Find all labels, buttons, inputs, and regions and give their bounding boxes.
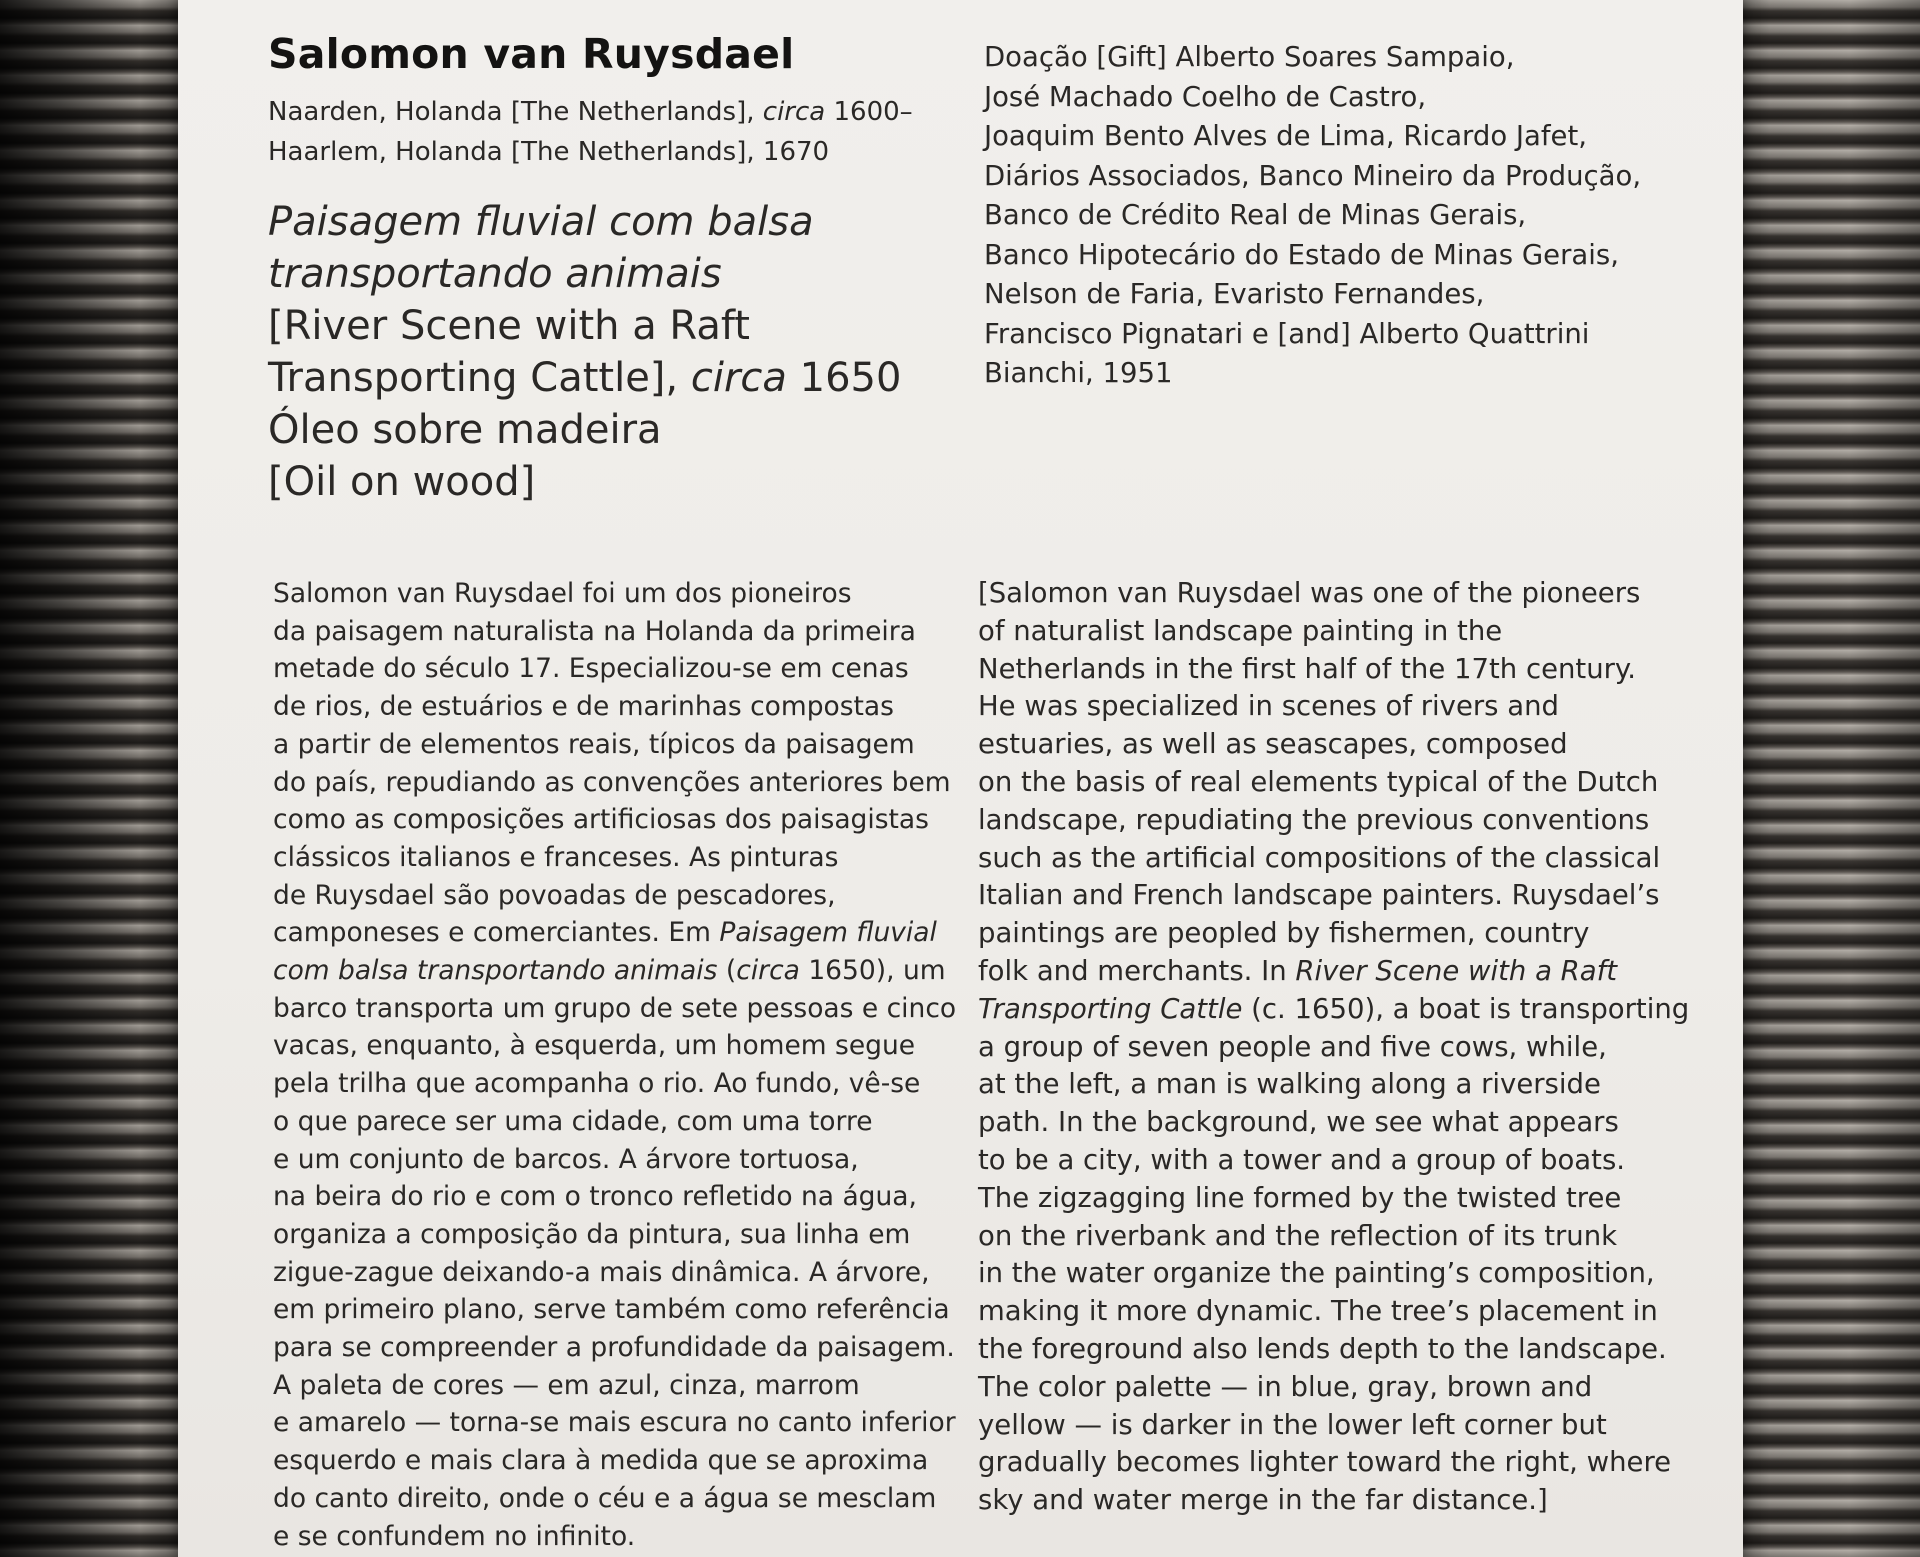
description-pt-line: e um conjunto de barcos. A árvore tortuosa, <box>273 1143 859 1175</box>
description-pt-line: na beira do rio e com o tronco refletido na água, <box>273 1181 917 1213</box>
description-pt-line: clássicos italianos e franceses. As pinturas <box>273 841 839 873</box>
artist-name: Salomon van Ruysdael <box>268 30 795 78</box>
description-en-line: making it more dynamic. The tree’s placement in <box>978 1295 1658 1328</box>
description-en-line: in the water organize the painting’s composition, <box>978 1257 1655 1290</box>
title-line-pt-2: transportando animais <box>268 251 722 297</box>
description-portuguese <box>273 575 973 1555</box>
description-pt-line: do canto direito, onde o céu e a água se mesclam <box>273 1482 937 1514</box>
description-en-line: gradually becomes lighter toward the right, where <box>978 1446 1672 1479</box>
description-pt-line: camponeses e comerciantes. Em Paisagem fluvial <box>273 917 937 949</box>
credit-line: Diários Associados, Banco Mineiro da Produção, <box>984 159 1642 192</box>
description-pt-line: e amarelo — torna-se mais escura no canto inferior <box>273 1407 956 1439</box>
description-pt-line: em primeiro plano, serve também como referência <box>273 1294 950 1326</box>
credit-line: Bianchi, 1951 <box>984 357 1173 389</box>
description-pt-line: pela trilha que acompanha o rio. Ao fundo, vê-se <box>273 1068 921 1100</box>
description-pt-line: com balsa transportando animais (circa 1650), um <box>273 955 946 987</box>
description-pt-line: e se confundem no infinito. <box>273 1520 636 1552</box>
credit-line: Francisco Pignatari e [and] Alberto Quattrini <box>984 317 1590 350</box>
medium-en: [Oil on wood] <box>268 459 536 505</box>
description-pt-line: o que parece ser uma cidade, com uma torre <box>273 1105 873 1137</box>
description-pt-line: de Ruysdael são povoadas de pescadores, <box>273 879 836 911</box>
description-en-line: landscape, repudiating the previous conventions <box>978 803 1650 836</box>
description-en-line: at the left, a man is walking along a riverside <box>978 1068 1601 1101</box>
description-en-line: He was specialized in scenes of rivers and <box>978 690 1559 723</box>
artist-origin <box>268 92 968 172</box>
description-pt-line: barco transporta um grupo de sete pessoas e cinco <box>273 992 957 1024</box>
title-line-en-1: [River Scene with a Raft <box>268 303 750 349</box>
description-en-line: The color palette — in blue, gray, brown and <box>978 1370 1593 1403</box>
description-en-line: The zigzagging line formed by the twisted tree <box>978 1181 1622 1214</box>
origin-line-2: Haarlem, Holanda [The Netherlands], 1670 <box>268 137 830 167</box>
description-en-line: Netherlands in the first half of the 17th century. <box>978 652 1637 685</box>
description-pt-line: A paleta de cores — em azul, cinza, marrom <box>273 1369 860 1401</box>
description-pt-line: para se compreender a profundidade da paisagem. <box>273 1332 955 1364</box>
description-pt-line: esquerdo e mais clara à medida que se aproxima <box>273 1445 929 1477</box>
description-pt-line: a partir de elementos reais, típicos da paisagem <box>273 728 915 760</box>
description-english <box>978 575 1698 1520</box>
window-blind-left <box>0 0 180 1557</box>
credit-line: Doação [Gift] Alberto Soares Sampaio, <box>984 41 1515 73</box>
description-en-line: of naturalist landscape painting in the <box>978 614 1503 647</box>
description-en-line: sky and water merge in the far distance.] <box>978 1484 1548 1517</box>
description-pt-line: da paisagem naturalista na Holanda da primeira <box>273 615 916 647</box>
description-pt-line: zigue-zague deixando-a mais dinâmica. A árvore, <box>273 1256 930 1288</box>
credit-line: Banco de Crédito Real de Minas Gerais, <box>984 199 1527 231</box>
museum-label-panel <box>178 0 1743 1557</box>
description-en-line: on the riverbank and the reflection of its trunk <box>978 1219 1618 1252</box>
description-en-line: path. In the background, we see what appears <box>978 1106 1619 1139</box>
window-blind-right <box>1730 0 1920 1557</box>
description-en-line: Italian and French landscape painters. Ruysdael’s <box>978 879 1660 912</box>
description-pt-line: metade do século 17. Especializou-se em cenas <box>273 653 909 685</box>
credit-line: Banco Hipotecário do Estado de Minas Gerais, <box>984 238 1619 271</box>
description-en-line: a group of seven people and five cows, while, <box>978 1030 1607 1063</box>
description-pt-line: do país, repudiando as convenções anteriores bem <box>273 766 951 798</box>
description-en-line: folk and merchants. In River Scene with a Raft <box>978 954 1618 987</box>
description-pt-line: de rios, de estuários e de marinhas compostas <box>273 691 894 723</box>
medium-pt: Óleo sobre madeira <box>268 407 662 453</box>
credit-line: Joaquim Bento Alves de Lima, Ricardo Jafet, <box>984 120 1587 152</box>
description-pt-line: como as composições artificiosas dos paisagistas <box>273 804 929 836</box>
credit-line: Nelson de Faria, Evaristo Fernandes, <box>984 278 1485 310</box>
credit-line: José Machado Coelho de Castro, <box>984 80 1427 113</box>
description-pt-line: Salomon van Ruysdael foi um dos pioneiros <box>273 578 852 609</box>
artwork-title <box>268 196 968 508</box>
description-en-line: to be a city, with a tower and a group of boats. <box>978 1143 1626 1176</box>
description-en-line: yellow — is darker in the lower left corner but <box>978 1408 1607 1441</box>
credit-line <box>984 38 1684 394</box>
description-en-line: on the basis of real elements typical of the Dutch <box>978 765 1659 798</box>
title-line-pt-1: Paisagem fluvial com balsa <box>268 199 814 245</box>
description-en-line: estuaries, as well as seascapes, composed <box>978 728 1568 761</box>
description-en-line: Transporting Cattle (c. 1650), a boat is transporting <box>978 992 1690 1025</box>
description-en-line: [Salomon van Ruysdael was one of the pioneers <box>978 577 1641 609</box>
title-line-en-2: Transporting Cattle], circa 1650 <box>268 355 902 401</box>
description-en-line: the foreground also lends depth to the landscape. <box>978 1332 1667 1365</box>
description-pt-line: vacas, enquanto, à esquerda, um homem segue <box>273 1030 916 1062</box>
origin-line-1: Naarden, Holanda [The Netherlands], circa 1600– <box>268 97 913 127</box>
description-pt-line: organiza a composição da pintura, sua linha em <box>273 1218 911 1250</box>
description-en-line: such as the artificial compositions of the classical <box>978 841 1661 874</box>
description-en-line: paintings are peopled by fishermen, country <box>978 917 1590 950</box>
